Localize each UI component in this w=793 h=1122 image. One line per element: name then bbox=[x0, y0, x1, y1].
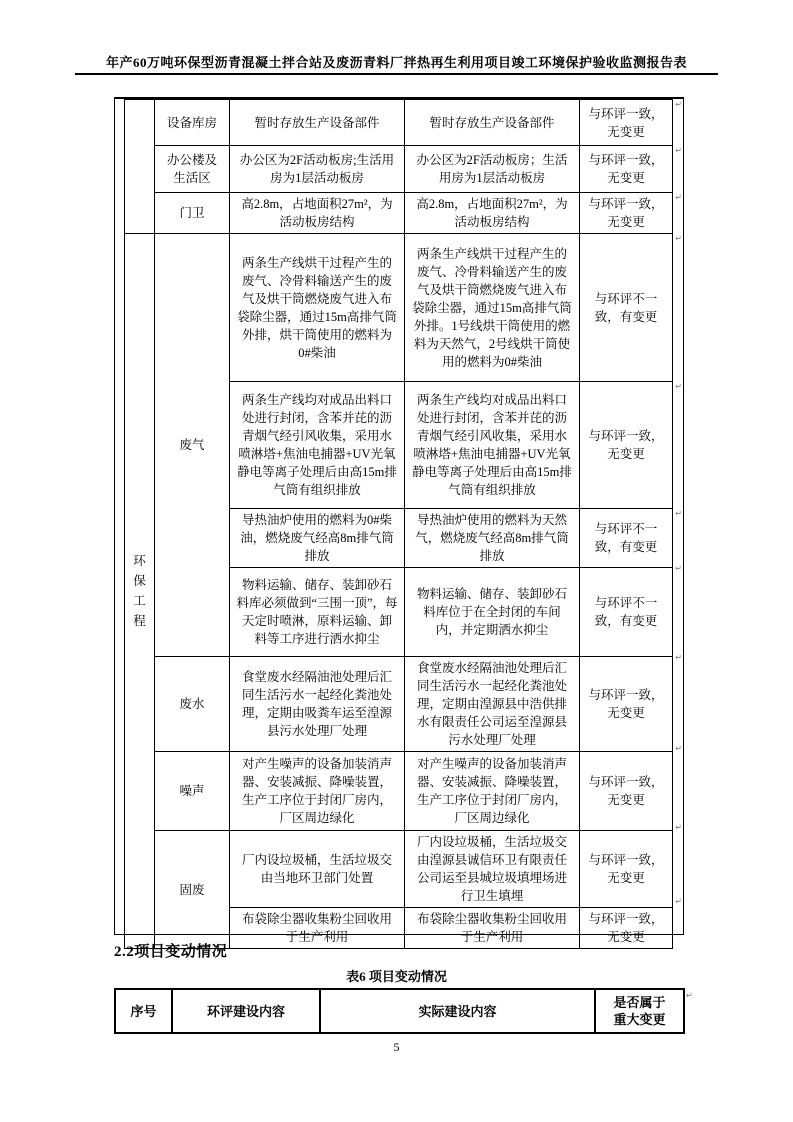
eia-content-cell: 对产生噪声的设备加装消声器、安装减振、降噪装置，生产工序位于封闭厂房内，厂区周边绿化 bbox=[230, 752, 405, 831]
conclusion-cell: 与环评不一致，有变更 bbox=[580, 568, 673, 657]
conclusion-cell: 与环评一致，无变更 bbox=[580, 908, 673, 949]
header-rule bbox=[75, 73, 718, 75]
header-cell-actual: 实际建设内容 bbox=[320, 989, 595, 1033]
table-row bbox=[125, 831, 673, 908]
eia-content-cell: 两条生产线烘干过程产生的废气、冷骨料输送产生的废气及烘干筒燃烧废气进入布袋除尘器，通过15m高排气筒外排，烘干筒使用的燃料为0#柴油 bbox=[230, 234, 405, 382]
table-row bbox=[125, 146, 673, 193]
paragraph-return-mark: ↵ bbox=[675, 509, 682, 518]
table-left-strip bbox=[115, 99, 124, 934]
conclusion-cell: 与环评一致，无变更 bbox=[580, 831, 673, 908]
eia-content-cell: 布袋除尘器收集粉尘回收用于生产利用 bbox=[230, 908, 405, 949]
comparison-table-frame bbox=[114, 97, 684, 944]
actual-content-cell: 布袋除尘器收集粉尘回收用于生产利用 bbox=[405, 908, 580, 949]
conclusion-cell: 与环评一致，无变更 bbox=[580, 193, 673, 234]
actual-content-cell: 两条生产线烘干过程产生的废气、冷骨料输送产生的废气及烘干筒燃烧废气进入布袋除尘器，通过15m高排气筒外排。1号线烘干筒使用的燃料为天然气，2号线烘干筒使用的燃料为0#柴油 bbox=[405, 234, 580, 382]
page-number: 5 bbox=[393, 1040, 400, 1054]
category-cell-solid-waste: 固废 bbox=[155, 831, 230, 949]
table-row bbox=[125, 657, 673, 752]
header-cell-eia: 环评建设内容 bbox=[172, 989, 320, 1033]
eia-content-cell: 两条生产线均对成品出料口处进行封闭，含苯并芘的沥青烟气经引风收集，采用水喷淋塔+焦油电捕器+UV光氧静电等离子处理后由高15m排气筒有组织排放 bbox=[230, 382, 405, 509]
category-cell-waste-water: 废水 bbox=[155, 657, 230, 752]
conclusion-cell: 与环评一致，无变更 bbox=[580, 100, 673, 146]
conclusion-cell: 与环评不一致，有变更 bbox=[580, 234, 673, 382]
table-row bbox=[125, 752, 673, 831]
paragraph-return-mark: ↵ bbox=[675, 744, 682, 753]
eia-content-cell: 高2.8m，占地面积27m²，为活动板房结构 bbox=[230, 193, 405, 234]
paragraph-return-mark: ↵ bbox=[675, 564, 682, 573]
header-cell-major-change: 是否属于重大变更 bbox=[595, 989, 684, 1033]
conclusion-cell: 与环评一致，无变更 bbox=[580, 146, 673, 193]
paragraph-return-mark: ↵ bbox=[675, 897, 682, 906]
group-label: 环保工程 bbox=[133, 554, 146, 628]
category-cell-noise: 噪声 bbox=[155, 752, 230, 831]
change-table bbox=[114, 988, 685, 1034]
group-cell-environment-works bbox=[125, 234, 155, 949]
category-cell: 门卫 bbox=[155, 193, 230, 234]
table-right-strip bbox=[673, 99, 683, 934]
actual-content-cell: 暂时存放生产设备部件 bbox=[405, 100, 580, 146]
actual-content-cell: 办公区为2F活动板房；生活用房为1层活动板房 bbox=[405, 146, 580, 193]
actual-content-cell: 高2.8m，占地面积27m²，为活动板房结构 bbox=[405, 193, 580, 234]
category-cell: 办公楼及生活区 bbox=[155, 146, 230, 193]
eia-content-cell: 办公区为2F活动板房;生活用房为1层活动板房 bbox=[230, 146, 405, 193]
header-cell-no: 序号 bbox=[115, 989, 172, 1033]
eia-content-cell: 食堂废水经隔油池处理后汇同生活污水一起经化粪池处理，定期由吸粪车运至湟源县污水处理厂处理 bbox=[230, 657, 405, 752]
paragraph-return-mark: ↵ bbox=[675, 653, 682, 662]
paragraph-return-mark: ↵ bbox=[675, 382, 682, 391]
eia-content-cell: 厂内设垃圾桶，生活垃圾交由当地环卫部门处置 bbox=[230, 831, 405, 908]
conclusion-cell: 与环评一致，无变更 bbox=[580, 752, 673, 831]
eia-content-cell: 物料运输、储存、装卸砂石料库必须做到“三围一顶”，每天定时喷淋，原料运输、卸料等工序进行洒水抑尘 bbox=[230, 568, 405, 657]
comparison-table bbox=[124, 99, 673, 949]
category-cell: 设备库房 bbox=[155, 100, 230, 146]
change-table-header-row bbox=[115, 989, 684, 1033]
category-cell-waste-gas: 废气 bbox=[155, 234, 230, 657]
conclusion-cell: 与环评一致，无变更 bbox=[580, 382, 673, 509]
section-heading: 2.2项目变动情况 bbox=[114, 944, 228, 960]
paragraph-return-mark: ↵ bbox=[686, 991, 693, 1000]
actual-content-cell: 厂内设垃圾桶，生活垃圾交由湟源县诚信环卫有限责任公司运至县城垃圾填埋场进行卫生填埋 bbox=[405, 831, 580, 908]
table-row bbox=[125, 100, 673, 146]
table-row bbox=[125, 234, 673, 382]
conclusion-cell: 与环评不一致，有变更 bbox=[580, 509, 673, 568]
paragraph-return-mark: ↵ bbox=[675, 146, 682, 155]
paragraph-return-mark: ↵ bbox=[675, 234, 682, 243]
conclusion-cell: 与环评一致，无变更 bbox=[580, 657, 673, 752]
actual-content-cell: 食堂废水经隔油池处理后汇同生活污水一起经化粪池处理，定期由湟源县中浩供排水有限责任公司运至湟源县污水处理厂处理 bbox=[405, 657, 580, 752]
actual-content-cell: 物料运输、储存、装卸砂石料库位于在全封闭的车间内，并定期洒水抑尘 bbox=[405, 568, 580, 657]
paragraph-return-mark: ↵ bbox=[675, 823, 682, 832]
paragraph-return-mark: ↵ bbox=[675, 193, 682, 202]
actual-content-cell: 对产生噪声的设备加装消声器、安装减振、降噪装置，生产工序位于封闭厂房内，厂区周边绿化 bbox=[405, 752, 580, 831]
eia-content-cell: 导热油炉使用的燃料为0#柴油，燃烧废气经高8m排气筒排放 bbox=[230, 509, 405, 568]
table-row bbox=[125, 193, 673, 234]
eia-content-cell: 暂时存放生产设备部件 bbox=[230, 100, 405, 146]
group-cell-empty bbox=[125, 100, 155, 234]
actual-content-cell: 两条生产线均对成品出料口处进行封闭，含苯并芘的沥青烟气经引风收集，采用水喷淋塔+焦油电捕器+UV光氧静电等离子处理后由高15m排气筒有组织排放 bbox=[405, 382, 580, 509]
document-header-title: 年产60万吨环保型沥青混凝土拌合站及废沥青料厂拌热再生利用项目竣工环境保护验收监测报告表 bbox=[105, 55, 687, 70]
paragraph-return-mark: ↵ bbox=[675, 100, 682, 109]
actual-content-cell: 导热油炉使用的燃料为天然气，燃烧废气经高8m排气筒排放 bbox=[405, 509, 580, 568]
table-caption: 表6 项目变动情况 bbox=[346, 969, 447, 984]
